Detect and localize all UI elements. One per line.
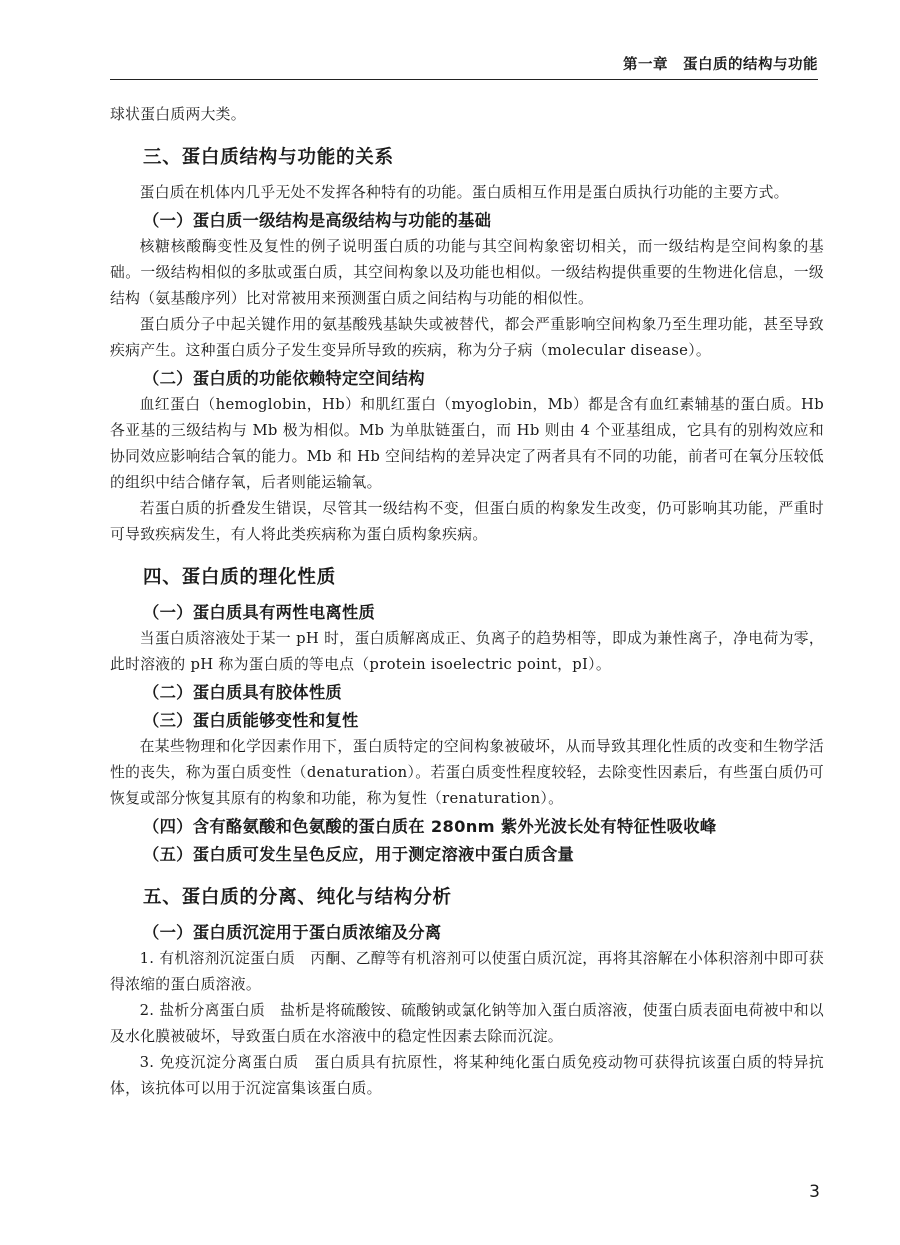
section-heading: 三、蛋白质结构与功能的关系 — [143, 147, 394, 168]
subsection-heading: （一）蛋白质具有两性电离性质 — [143, 603, 376, 622]
paragraph: 蛋白质分子中起关键作用的氨基酸残基缺失或被替代，都会严重影响空间构象乃至生理功能，甚至导致疾病产生。这种蛋白质分子发生变异所导致的疾病，称为分子病（molecular disease）。 — [110, 316, 824, 359]
subsection-heading: （一）蛋白质一级结构是高级结构与功能的基础 — [143, 211, 492, 230]
section-heading: 五、蛋白质的分离、纯化与结构分析 — [143, 887, 452, 908]
subsection-heading: （四）含有酪氨酸和色氨酸的蛋白质在 280nm 紫外光波长处有特征性吸收峰 — [143, 817, 717, 836]
section-heading: 四、蛋白质的理化性质 — [143, 567, 337, 588]
paragraph: 1. 有机溶剂沉淀蛋白质 丙酮、乙醇等有机溶剂可以使蛋白质沉淀，再将其溶解在小体积溶剂中即可获得浓缩的蛋白质溶液。 — [110, 950, 824, 993]
chapter-title: 第一章 蛋白质的结构与功能 — [623, 57, 818, 73]
paragraph: 血红蛋白（hemoglobin，Hb）和肌红蛋白（myoglobin，Mb）都是含有血红素辅基的蛋白质。Hb各亚基的三级结构与 Mb 极为相似。Mb 为单肽链蛋白，而 Hb 则由 4 个亚基组成，它具有的别构效应和协同效应影响结合氧的能力。Mb 和 Hb 空间结构的差异决定了两者具有不同的功能，前者可在氧分压较低的组织中结合储存氧，后者则能运输氧。 — [110, 396, 824, 491]
paragraph: 3. 免疫沉淀分离蛋白质 蛋白质具有抗原性，将某种纯化蛋白质免疫动物可获得抗该蛋白质的特异抗体，该抗体可以用于沉淀富集该蛋白质。 — [110, 1054, 824, 1097]
paragraph: 若蛋白质的折叠发生错误，尽管其一级结构不变，但蛋白质的构象发生改变，仍可影响其功能，严重时可导致疾病发生，有人将此类疾病称为蛋白质构象疾病。 — [110, 500, 824, 543]
subsection-heading: （五）蛋白质可发生呈色反应，用于测定溶液中蛋白质含量 — [143, 845, 575, 864]
paragraph: 在某些物理和化学因素作用下，蛋白质特定的空间构象被破坏，从而导致其理化性质的改变和生物学活性的丧失，称为蛋白质变性（denaturation）。若蛋白质变性程度较轻，去除变性因素后，有些蛋白质仍可恢复或部分恢复其原有的构象和功能，称为复性（renaturation）。 — [110, 738, 824, 807]
subsection-heading: （三）蛋白质能够变性和复性 — [143, 711, 359, 730]
paragraph: 球状蛋白质两大类。 — [110, 106, 246, 123]
subsection-heading: （二）蛋白质具有胶体性质 — [143, 683, 342, 702]
paragraph: 核糖核酸酶变性及复性的例子说明蛋白质的功能与其空间构象密切相关，而一级结构是空间构象的基础。一级结构相似的多肽或蛋白质，其空间构象以及功能也相似。一级结构提供重要的生物进化信息，一级结构（氨基酸序列）比对常被用来预测蛋白质之间结构与功能的相似性。 — [110, 238, 824, 307]
paragraph: 2. 盐析分离蛋白质 盐析是将硫酸铵、硫酸钠或氯化钠等加入蛋白质溶液，使蛋白质表面电荷被中和以及水化膜被破坏，导致蛋白质在水溶液中的稳定性因素去除而沉淀。 — [110, 1002, 824, 1045]
running-header — [110, 49, 818, 80]
page-body — [110, 100, 824, 1102]
subsection-heading: （一）蛋白质沉淀用于蛋白质浓缩及分离 — [143, 923, 442, 942]
paragraph: 蛋白质在机体内几乎无处不发挥各种特有的功能。蛋白质相互作用是蛋白质执行功能的主要方式。 — [139, 184, 789, 201]
paragraph: 当蛋白质溶液处于某一 pH 时，蛋白质解离成正、负离子的趋势相等，即成为兼性离子，净电荷为零，此时溶液的 pH 称为蛋白质的等电点（protein isoelectric point，pI）。 — [110, 630, 824, 673]
subsection-heading: （二）蛋白质的功能依赖特定空间结构 — [143, 369, 425, 388]
page-number: 3 — [809, 1182, 820, 1202]
